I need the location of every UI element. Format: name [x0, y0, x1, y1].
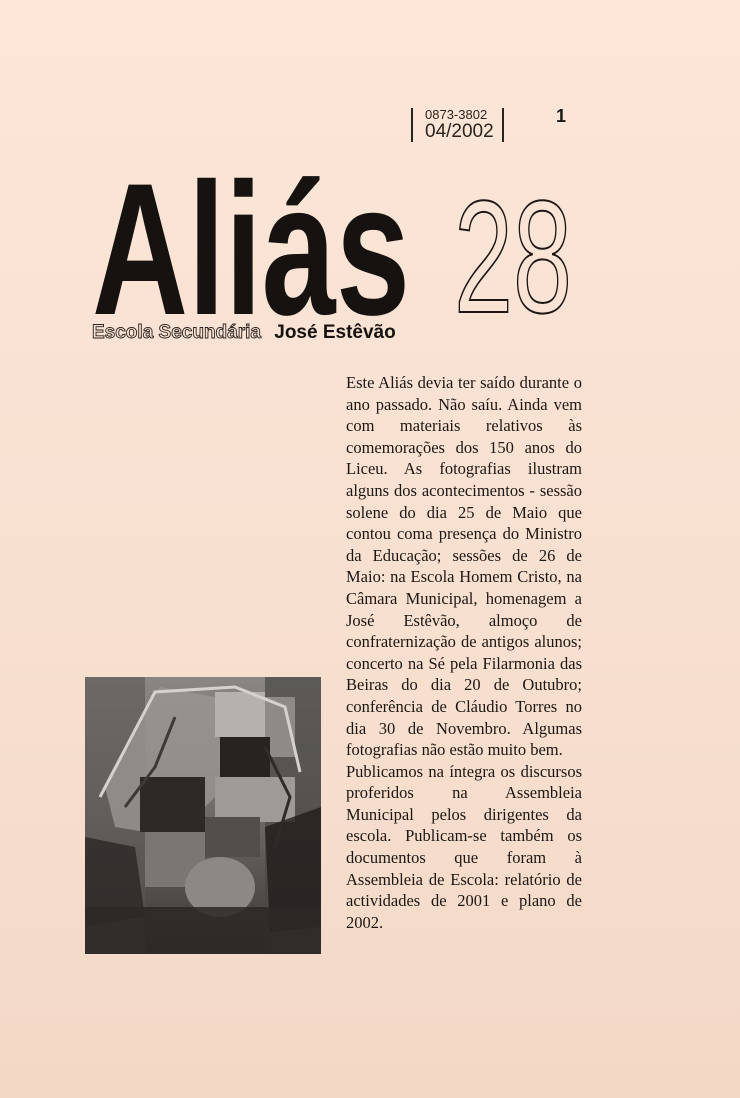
article-paragraph: Publicamos na íntegra os discursos proferidos na Assembleia Municipal pelos dirigentes da escola. Publicam-se também os documentos que foram à Assembleia de Escola: relatório de actividades de 2001 e plano de 2002. [346, 761, 582, 932]
masthead-title-text: Aliás [92, 160, 410, 320]
issue-number-text: 28 [454, 194, 572, 316]
issue-number [452, 194, 574, 316]
publication-date: 04/2002 [425, 121, 494, 142]
publication-meta [411, 108, 504, 142]
issn: 0873-3802 [425, 107, 488, 122]
masthead-title [92, 160, 412, 320]
article-paragraph: Este Aliás devia ter saído durante o ano passado. Não saíu. Ainda vem com materiais relativos às comemorações dos 150 anos do Liceu. As fotografias ilustram alguns dos acontecimentos - sessão solene do dia 25 de Maio que contou coma presença do Ministro da Educação; sessões de 26 de Maio: na Escola Homem Cristo, na Câmara Municipal, homenagem a José Estêvão, almoço de confraternização de antigos alunos; concerto na Sé pela Filarmonia das Beiras do dia 20 de Outubro; conferência de Cláudio Torres no dia 30 de Novembro. Algumas fotografias não estão muito bem. [346, 373, 582, 760]
article-body [346, 372, 582, 933]
page-number: 1 [556, 106, 567, 126]
svg-text:Escola Secundária José Est [92, 322, 396, 343]
school-name [92, 319, 412, 343]
school-prefix: Escola Secundária [92, 322, 261, 343]
school-name-bold: José Estêvão [274, 322, 396, 343]
abstract-artwork-photo [85, 677, 321, 954]
